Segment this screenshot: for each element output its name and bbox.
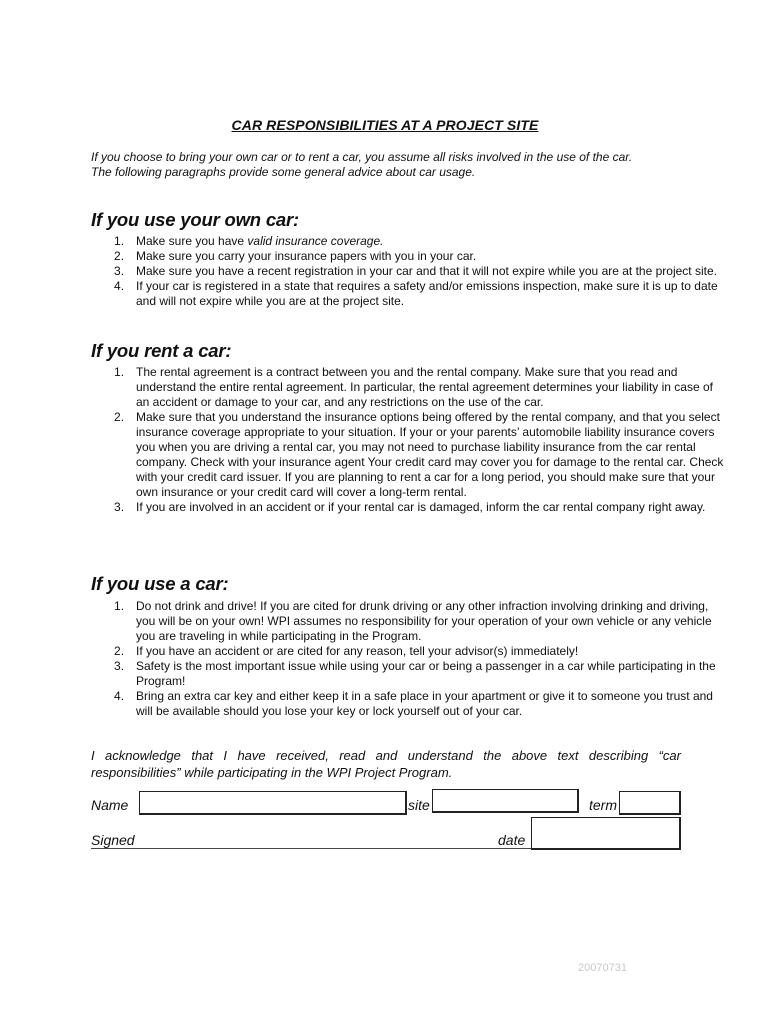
intro-paragraph xyxy=(91,150,691,180)
list-item xyxy=(136,234,726,249)
own-car-list xyxy=(91,234,726,309)
signed-label: Signed xyxy=(91,832,135,848)
intro-line-1: If you choose to bring your own car or to rent a car, you assume all risks involved in the use of the car. xyxy=(91,150,633,164)
list-item: If your car is registered in a state that requires a safety and/or emissions inspection, make sure it is up to date and will not expire while you are at the project site. xyxy=(136,279,718,308)
list-item: Make sure you carry your insurance papers with you in your car. xyxy=(136,249,477,263)
list-item: If you have an accident or are cited for any reason, tell your advisor(s) immediately! xyxy=(136,644,579,658)
list-item: Do not drink and drive! If you are cited for drunk driving or any other infraction involving drinking and driving, you will be on your own! WPI assumes no responsibility for your operation of your own vehicle or any vehicle you are traveling in while participating in the Program. xyxy=(136,599,712,643)
list-item-emphasis: valid insurance coverage. xyxy=(247,234,384,248)
list-item: Safety is the most important issue while using your car or being a passenger in a car while participating in the Program! xyxy=(136,659,716,688)
page-title xyxy=(0,117,770,133)
list-item: Bring an extra car key and either keep it in a safe place in your apartment or give it to someone you trust and will be available should you lose your key or lock yourself out of your car. xyxy=(136,689,713,718)
list-item: Make sure you have a recent registration in your car and that it will not expire while you are at the project site. xyxy=(136,264,717,278)
term-input[interactable] xyxy=(619,791,681,815)
name-input[interactable] xyxy=(139,791,407,815)
acknowledgement-text: I acknowledge that I have received, read and understand the above text describing “car responsibilities” while participating in the WPI Project Program. xyxy=(91,748,681,780)
list-item-text: Make sure you have xyxy=(136,234,248,248)
page-title-text: CAR RESPONSIBILITIES AT A PROJECT SITE xyxy=(231,117,539,133)
rent-car-list xyxy=(91,365,726,515)
date-input[interactable] xyxy=(531,817,681,850)
section-heading-use-car: If you use a car: xyxy=(91,573,229,594)
intro-line-2: The following paragraphs provide some general advice about car usage. xyxy=(91,165,476,179)
site-input[interactable] xyxy=(432,789,579,813)
section-heading-own-car: If you use your own car: xyxy=(91,209,299,230)
list-item: The rental agreement is a contract between you and the rental company. Make sure that you read and understand the entire rental agreement. In particular, the rental agreement determines your liability in case of an accident or damage to your car, and any restrictions on the use of the car. xyxy=(136,365,713,409)
term-label: term xyxy=(589,797,617,813)
site-label: site xyxy=(408,797,430,813)
section-heading-rent-car: If you rent a car: xyxy=(91,340,232,361)
list-item: Make sure that you understand the insurance options being offered by the rental company, and that you select insurance coverage appropriate to your situation. If your or your parents’ automobile liability insurance covers you when you are driving a rental car, you may not need to purchase liability insurance from the car rental company. Check with your insurance agent Your credit card may cover you for damage to the rental car. Check with your credit card issuer. If you are planning to rent a car for a long period, you should make sure that your own insurance or your credit card will cover a long-term rental. xyxy=(136,410,724,499)
list-item: If you are involved in an accident or if your rental car is damaged, inform the car rental company right away. xyxy=(136,500,706,514)
date-label: date xyxy=(498,832,526,848)
name-label: Name xyxy=(91,797,129,813)
document-code: 20070731 xyxy=(578,962,627,974)
use-car-list xyxy=(91,599,726,719)
